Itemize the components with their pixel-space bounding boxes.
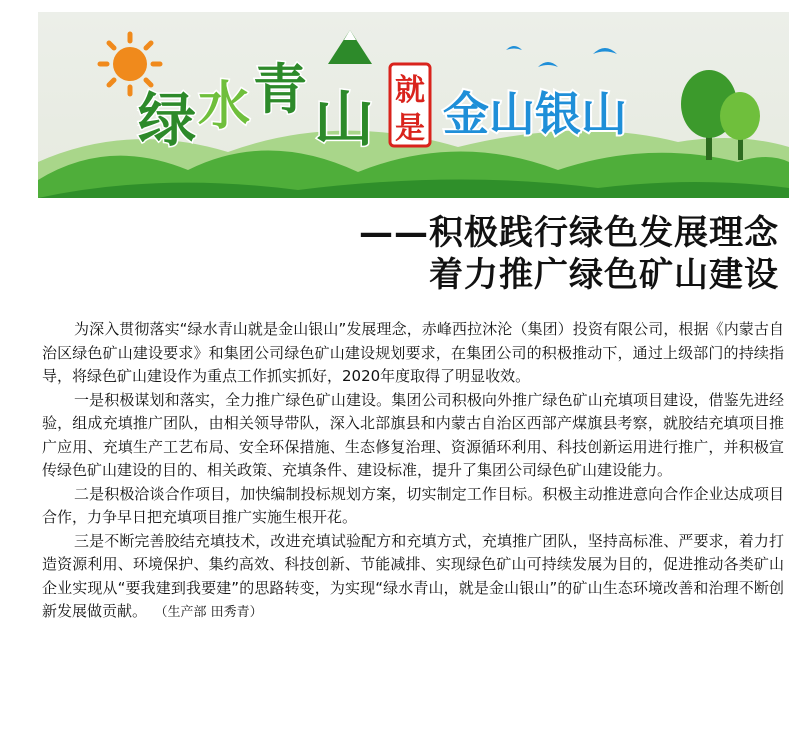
title-char-4: 山	[314, 85, 374, 155]
sun-icon	[100, 34, 160, 94]
subtitle	[359, 212, 779, 296]
paragraph-intro: 为深入贯彻落实“绿水青山就是金山银山”发展理念，赤峰西拉沐沦（集团）投资有限公司，根据《内蒙古自治区绿色矿山建设要求》和集团公司绿色矿山建设规划要求，在集团公司的积极推动下，通过上级部门的持续指导，将绿色矿山建设作为重点工作抓实抓好，2020年度取得了明显收效。	[42, 320, 784, 385]
title-char-3: 青	[253, 58, 307, 121]
mountain-icon	[328, 30, 372, 64]
badge-char-2: 是	[395, 111, 425, 146]
badge-char-1: 就	[395, 73, 425, 108]
article-body	[42, 318, 784, 625]
paragraph-one: 一是积极谋划和落实，全力推广绿色矿山建设。集团公司积极向外推广绿色矿山充填项目建设，借鉴先进经验，组成充填推广团队，由相关领导带队，深入北部旗县和内蒙古自治区西部产煤旗县考察，就胶结充填项目推广应用、充填生产工艺布局、安全环保措施、生态修复治理、资源循环利用、科技创新运用进行推广，并积极宣传绿色矿山建设的目的、相关政策、充填条件、建设标准，提升了集团公司绿色矿山建设能力。	[42, 390, 784, 479]
subtitle-line-1: ——积极践行绿色发展理念	[359, 213, 779, 253]
banner-illustration	[38, 12, 789, 198]
birds-icon	[506, 46, 617, 67]
badge-box	[390, 64, 430, 146]
header-banner	[38, 12, 789, 198]
title-char-1: 绿	[138, 86, 197, 154]
paragraph-two: 二是积极洽谈合作项目，加快编制投标规划方案，切实制定工作目标。积极主动推进意向合作企业达成项目合作，力争早日把充填项目推广实施生根开花。	[42, 484, 784, 526]
title-char-2: 水	[198, 77, 251, 137]
author-credit: （生产部 田秀青）	[161, 605, 263, 620]
title-right: 金山银山	[443, 87, 627, 141]
subtitle-line-2: 着力推广绿色矿山建设	[429, 255, 779, 295]
paragraph-three-text: 三是不断完善胶结充填技术，改进充填试验配方和充填方式，充填推广团队，坚持高标准、严要求，着力打造资源利用、环境保护、集约高效、科技创新、节能减排、实现绿色矿山可持续发展为目的，促进推动各类矿山企业实现从“要我建到我要建”的思路转变，为实现“绿水青山，就是金山银山”的矿山生态环境改善和治理不断创新发展做贡献。	[42, 531, 784, 620]
paragraph-three	[42, 530, 784, 625]
